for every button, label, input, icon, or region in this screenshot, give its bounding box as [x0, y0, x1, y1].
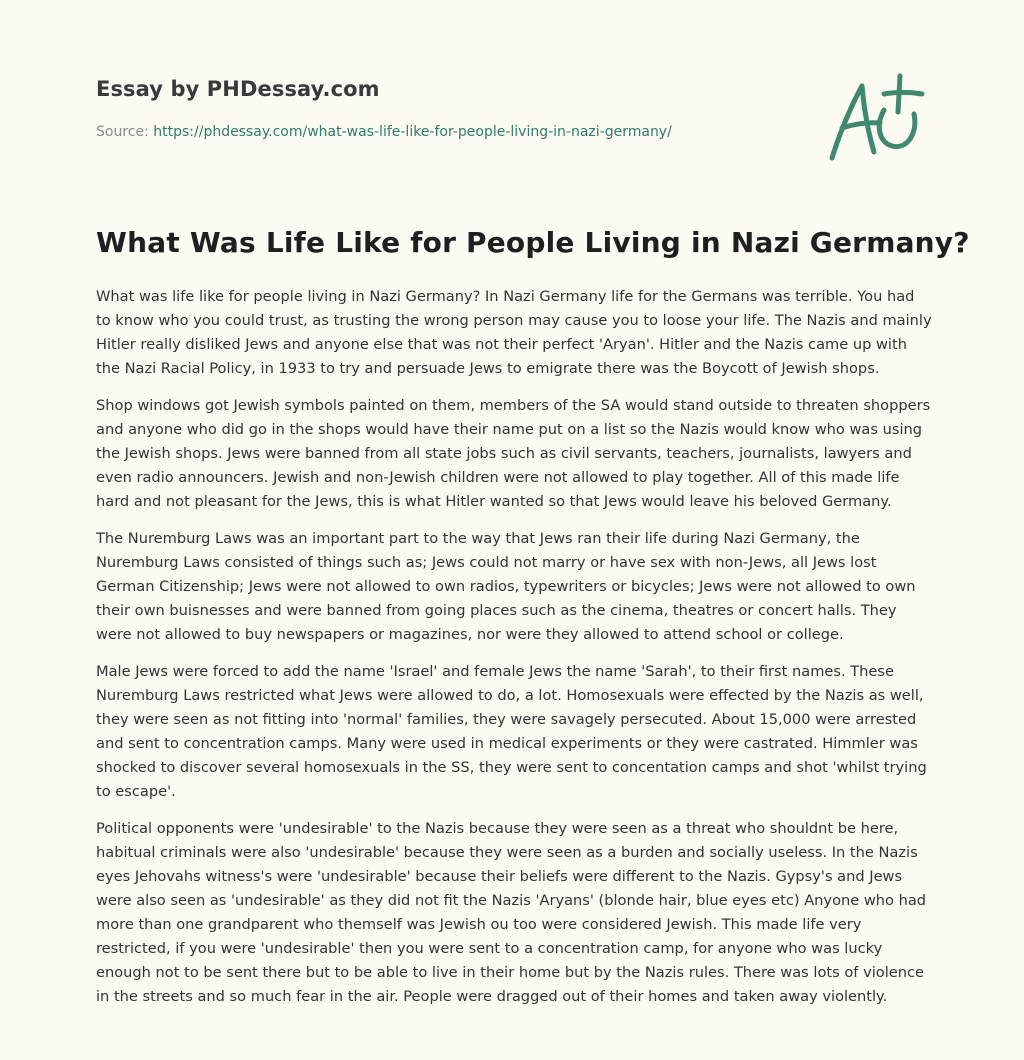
essay-paragraph: Shop windows got Jewish symbols painted on them, members of the SA would stand outside to threaten shoppers and anyone who did go in the shops would have their name put on a list so the Nazis would know who was using the Jewish shops. Jews were banned from all state jobs such as civil servants, teachers, journalists, lawyers and even radio announcers. Jewish and non-Jewish children were not allowed to play together. All of this made life hard and not pleasant for the Jews, this is what Hitler wanted so that Jews would leave his beloved Germany. [96, 397, 931, 510]
source-link[interactable]: https://phdessay.com/what-was-life-like-for-people-living-in-nazi-germany/ [153, 124, 672, 140]
essay-body [96, 285, 932, 1022]
source-label: Source: [96, 124, 149, 140]
brand-title: Essay by PHDessay.com [96, 77, 380, 101]
essay-paragraph: The Nuremburg Laws was an important part to the way that Jews ran their life during Nazi Germany, the Nuremburg Laws consisted of things such as; Jews could not marry or have sex with non-Jews, all Jews lost German Citizenship; Jews were not allowed to own radios, typewriters or bicycles; Jews were not allowed to own their own buisnesses and were banned from going places such as the cinema, theatres or concert halls. They were not allowed to buy newspapers or magazines, nor were they allowed to attend school or college. [96, 530, 916, 643]
essay-title: What Was Life Like for People Living in Nazi Germany? [96, 226, 970, 259]
essay-paragraph: Male Jews were forced to add the name 'Israel' and female Jews the name 'Sarah', to their first names. These Nuremburg Laws restricted what Jews were allowed to do, a lot. Homosexuals were effected by the Nazis as well, they were seen as not fitting into 'normal' families, they were savagely persecuted. About 15,000 were arrested and sent to concentration camps. Many were used in medical experiments or they were castrated. Himmler was shocked to discover several homosexuals in the SS, they were sent to concentation camps and shot 'whilst trying to escape'. [96, 663, 927, 800]
a-plus-grade-icon [818, 66, 928, 166]
essay-paragraph: What was life like for people living in Nazi Germany? In Nazi Germany life for the Germans was terrible. You had to know who you could trust, as trusting the wrong person may cause you to loose your life. The Nazis and mainly Hitler really disliked Jews and anyone else that was not their perfect 'Aryan'. Hitler and the Nazis came up with the Nazi Racial Policy, in 1933 to try and persuade Jews to emigrate there was the Boycott of Jewish shops. [96, 288, 932, 377]
essay-paragraph: Political opponents were 'undesirable' to the Nazis because they were seen as a threat who shouldnt be here, habitual criminals were also 'undesirable' because they were seen as a burden and socially useless. In the Nazis eyes Jehovahs witness's were 'undesirable' because their beliefs were different to the Nazis. Gypsy's and Jews were also seen as 'undesirable' as they did not fit the Nazis 'Aryans' (blonde hair, blue eyes etc) Anyone who had more than one grandparent who themself was Jewish ou too were considered Jewish. This made life very restricted, if you were 'undesirable' then you were sent to a concentration camp, for anyone who was lucky enough not to be sent there but to be able to live in their home but by the Nazis rules. There was lots of violence in the streets and so much fear in the air. People were dragged out of their homes and taken away violently. [96, 820, 927, 1005]
source-line [96, 124, 672, 140]
